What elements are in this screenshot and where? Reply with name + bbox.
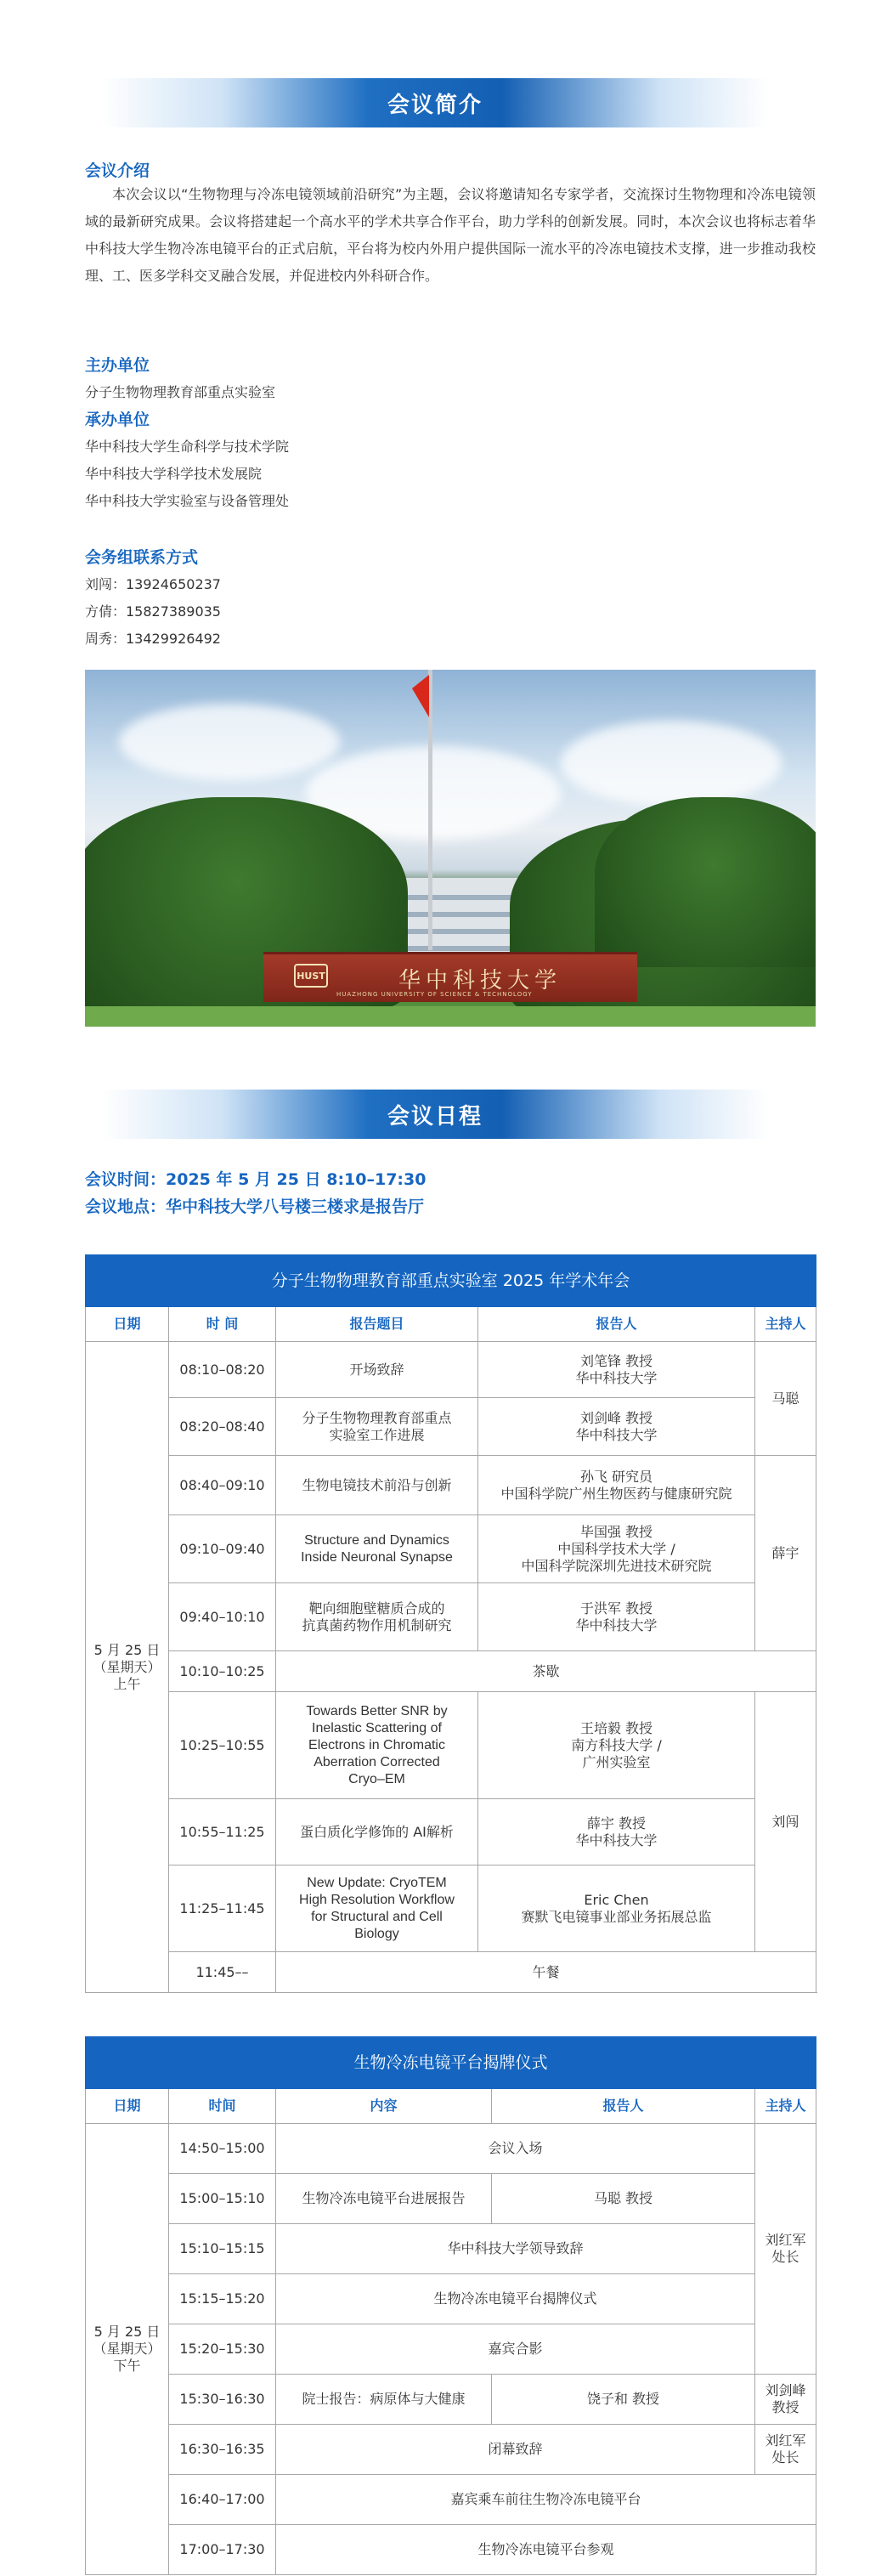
- table1-time: 09:10–09:40: [169, 1515, 276, 1583]
- table2-header-time: 时间: [169, 2089, 276, 2124]
- table2-time: 14:50–15:00: [169, 2124, 276, 2174]
- table-row: [86, 2224, 816, 2274]
- morning-schedule-table: [85, 1254, 816, 1993]
- table1-header-date: 日期: [86, 1307, 169, 1342]
- table2-full: 生物冷冻电镜平台参观: [276, 2525, 816, 2575]
- intro-banner: [102, 78, 768, 127]
- table1-host: 马聪: [755, 1342, 816, 1456]
- table1-speaker: 刘笔锋 教授 华中科技大学: [478, 1342, 755, 1398]
- campus-photo: [85, 670, 816, 1027]
- schedule-banner: [102, 1090, 768, 1139]
- table1-header-speaker: 报告人: [478, 1307, 755, 1342]
- university-logo-icon: HUST: [294, 964, 328, 988]
- table2-time: 15:30–16:30: [169, 2375, 276, 2425]
- table2-host: 刘红军 处长: [755, 2425, 816, 2475]
- contact-1: 刘闯：13924650237: [85, 576, 221, 592]
- table1-full: 茶歇: [276, 1651, 816, 1692]
- table2-date: 5 月 25 日 （星期天） 下午: [86, 2124, 169, 2575]
- table2-full: 会议入场: [276, 2124, 755, 2174]
- table1-speaker: Eric Chen 赛默飞电镜事业部业务拓展总监: [478, 1865, 755, 1952]
- table-row: [86, 2475, 816, 2525]
- table1-topic: 分子生物物理教育部重点 实验室工作进展: [276, 1398, 478, 1456]
- table-row: [86, 1342, 816, 1398]
- afternoon-schedule-table: [85, 2036, 816, 2575]
- table-row: [86, 1515, 816, 1583]
- table-row: [86, 2324, 816, 2375]
- table2-time: 16:40–17:00: [169, 2475, 276, 2525]
- table1-time: 11:25–11:45: [169, 1865, 276, 1952]
- contact-2: 方倩：15827389035: [85, 603, 221, 620]
- table1-time: 08:10–08:20: [169, 1342, 276, 1398]
- table1-topic: 靶向细胞壁糖质合成的 抗真菌药物作用机制研究: [276, 1583, 478, 1651]
- intro-heading: 会议介绍: [85, 161, 150, 180]
- table2-time: 15:10–15:15: [169, 2224, 276, 2274]
- table2-time: 15:20–15:30: [169, 2324, 276, 2375]
- organizer-name: 分子生物物理教育部重点实验室: [85, 384, 276, 400]
- table-row: [86, 1952, 816, 1993]
- table-row: [86, 1692, 816, 1799]
- schedule-place: 会议地点：华中科技大学八号楼三楼求是报告厅: [85, 1197, 425, 1216]
- organizer-section: [85, 352, 816, 515]
- table1-speaker: 于洪军 教授 华中科技大学: [478, 1583, 755, 1651]
- flag-icon: [412, 675, 429, 717]
- table1-speaker: 孙飞 研究员 中国科学院广州生物医药与健康研究院: [478, 1456, 755, 1515]
- table1-time: 11:45––: [169, 1952, 276, 1993]
- schedule-banner-text: 会议日程: [387, 1103, 483, 1129]
- contact-3: 周秀：13429926492: [85, 631, 221, 647]
- intro-paragraph: 本次会议以“生物物理与冷冻电镜领域前沿研究”为主题，会议将邀请知名专家学者，交流探讨生物物理和冷冻电镜领域的最新研究成果。会议将搭建起一个高水平的学术共享合作平台，助力学科的创新发展。同时，本次会议也将标志着华中科技大学生物冷冻电镜平台的正式启航，平台将为校内外用户提供国际一流水平的冷冻电镜技术支撑，进一步推动我校理、工、医多学科交叉融合发展，并促进校内外科研合作。: [85, 186, 816, 284]
- table-row: [86, 2375, 816, 2425]
- table-row: [86, 2274, 816, 2324]
- table1-time: 08:20–08:40: [169, 1398, 276, 1456]
- table1-header-time: 时 间: [169, 1307, 276, 1342]
- table2-time: 15:00–15:10: [169, 2174, 276, 2224]
- table1-date: 5 月 25 日 （星期天） 上午: [86, 1342, 169, 1993]
- table2-full: 嘉宾合影: [276, 2324, 755, 2375]
- contact-heading: 会务组联系方式: [85, 548, 199, 567]
- table2-time: 16:30–16:35: [169, 2425, 276, 2475]
- table2-time: 15:15–15:20: [169, 2274, 276, 2324]
- table1-topic: 开场致辞: [276, 1342, 478, 1398]
- sign-text: 华中科技大学: [398, 967, 562, 994]
- table1-topic: Towards Better SNR by Inelastic Scattering of Electrons in Chromatic Aberration Corrected Cryo–EM: [276, 1692, 478, 1799]
- table2-time: 17:00–17:30: [169, 2525, 276, 2575]
- table-row: [86, 2425, 816, 2475]
- table2-header-speaker: 报告人: [492, 2089, 755, 2124]
- table2-speaker: 饶子和 教授: [492, 2375, 755, 2425]
- table2-full: 嘉宾乘车前往生物冷冻电镜平台: [276, 2475, 816, 2525]
- co-organizer-3: 华中科技大学实验室与设备管理处: [85, 493, 290, 509]
- table1-speaker: 刘剑峰 教授 华中科技大学: [478, 1398, 755, 1456]
- table1-header-host: 主持人: [755, 1307, 816, 1342]
- table-row: [86, 1456, 816, 1515]
- table1-topic: New Update: CryoTEM High Resolution Workflow for Structural and Cell Biology: [276, 1865, 478, 1952]
- table1-time: 09:40–10:10: [169, 1583, 276, 1651]
- table1-time: 10:10–10:25: [169, 1651, 276, 1692]
- table1-speaker: 毕国强 教授 中国科学技术大学 / 中国科学院深圳先进技术研究院: [478, 1515, 755, 1583]
- table1-host: 刘闯: [755, 1692, 816, 1952]
- table2-header-content: 内容: [276, 2089, 492, 2124]
- table1-topic: 蛋白质化学修饰的 AI解析: [276, 1799, 478, 1865]
- co-organizer-1: 华中科技大学生命科学与技术学院: [85, 439, 290, 455]
- table-row: [86, 1651, 816, 1692]
- table2-content: 院士报告：病原体与大健康: [276, 2375, 492, 2425]
- table1-full: 午餐: [276, 1952, 816, 1993]
- table-row: [86, 2525, 816, 2575]
- table2-header-host: 主持人: [755, 2089, 816, 2124]
- organizer-heading: 主办单位: [85, 356, 150, 375]
- table2-full: 华中科技大学领导致辞: [276, 2224, 755, 2274]
- table1-topic: 生物电镜技术前沿与创新: [276, 1456, 478, 1515]
- table1-header-topic: 报告题目: [276, 1307, 478, 1342]
- table1-time: 08:40–09:10: [169, 1456, 276, 1515]
- table-row: [86, 2124, 816, 2174]
- intro-banner-text: 会议简介: [387, 92, 483, 118]
- table-row: [86, 1398, 816, 1456]
- table1-speaker: 王培毅 教授 南方科技大学 / 广州实验室: [478, 1692, 755, 1799]
- schedule-info: [85, 1166, 816, 1220]
- table2-content: 生物冷冻电镜平台进展报告: [276, 2174, 492, 2224]
- table2-header-date: 日期: [86, 2089, 169, 2124]
- table2-full: 闭幕致辞: [276, 2425, 755, 2475]
- contact-section: [85, 544, 816, 653]
- table2-speaker: 马聪 教授: [492, 2174, 755, 2224]
- co-organizer-2: 华中科技大学科学技术发展院: [85, 466, 263, 482]
- table2-host: 刘剑峰 教授: [755, 2375, 816, 2425]
- sign-subtitle: HUAZHONG UNIVERSITY OF SCIENCE & TECHNOLOGY: [336, 991, 533, 998]
- schedule-time: 会议时间：2025 年 5 月 25 日 8:10–17:30: [85, 1170, 427, 1189]
- table1-title: 分子生物物理教育部重点实验室 2025 年学术年会: [86, 1255, 816, 1307]
- table1-speaker: 薛宇 教授 华中科技大学: [478, 1799, 755, 1865]
- table1-topic: Structure and Dynamics Inside Neuronal Synapse: [276, 1515, 478, 1583]
- table-row: [86, 1865, 816, 1952]
- table-row: [86, 1583, 816, 1651]
- co-organizer-heading: 承办单位: [85, 410, 150, 429]
- table1-time: 10:25–10:55: [169, 1692, 276, 1799]
- table1-time: 10:55–11:25: [169, 1799, 276, 1865]
- table2-title: 生物冷冻电镜平台揭牌仪式: [86, 2037, 816, 2089]
- table2-host: 刘红军 处长: [755, 2124, 816, 2375]
- table-row: [86, 1799, 816, 1865]
- table1-host: 薛宇: [755, 1456, 816, 1651]
- table2-full: 生物冷冻电镜平台揭牌仪式: [276, 2274, 755, 2324]
- intro-section: [85, 158, 816, 290]
- table-row: [86, 2174, 816, 2224]
